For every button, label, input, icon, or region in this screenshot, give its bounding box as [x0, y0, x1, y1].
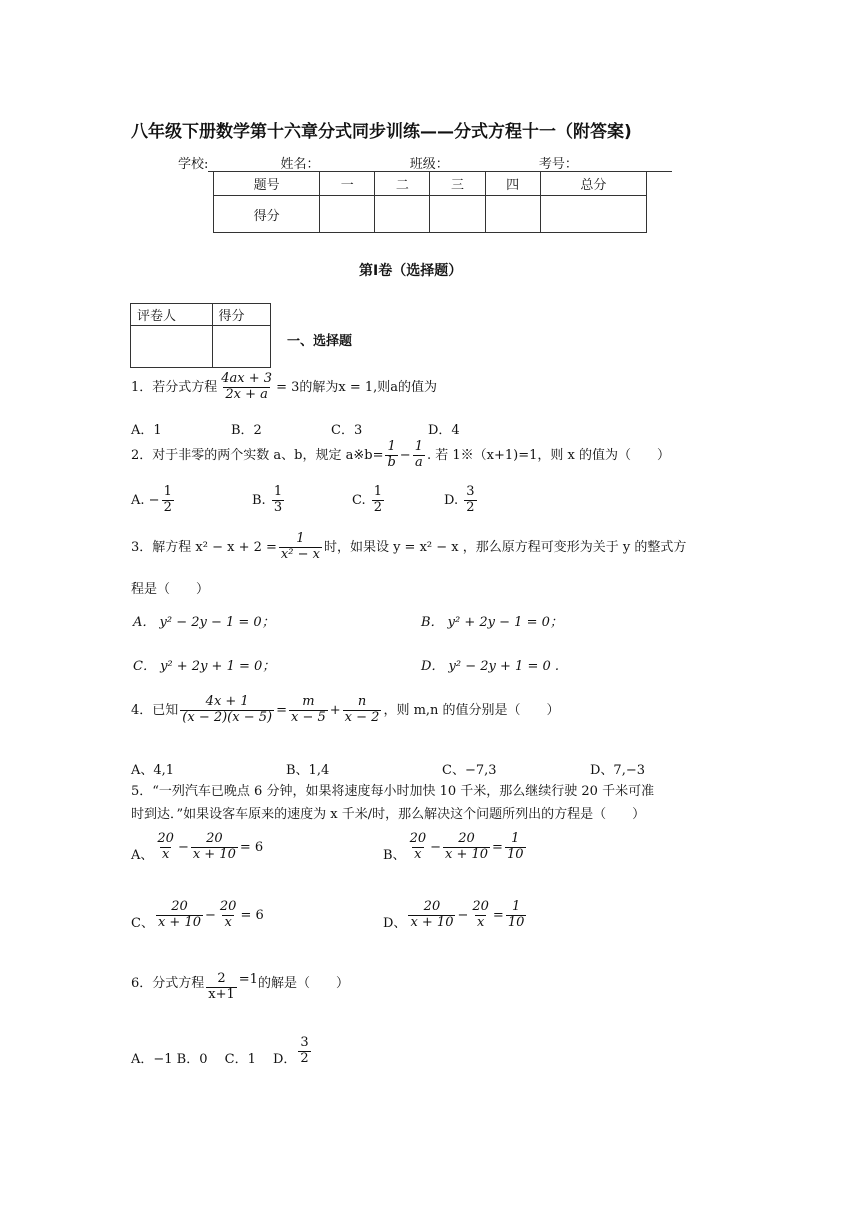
grader-cell[interactable] — [131, 326, 213, 368]
q2-b-frac — [272, 485, 284, 516]
q6-d-num: 3 — [300, 1035, 309, 1050]
q5-c-frac1 — [156, 900, 203, 931]
q5-b-rhs — [505, 832, 526, 863]
q4-m-den: x − 5 — [291, 709, 326, 725]
q5-b-label: B、 — [383, 847, 406, 863]
q5-d-rhs-num: 1 — [511, 899, 521, 914]
q4-option-c[interactable]: C、−7,3 — [442, 763, 497, 778]
q5-d-num2: 20 — [472, 899, 489, 914]
q5-a-den1: x — [161, 846, 170, 862]
q3-option-b[interactable]: B． y² + 2y − 1 = 0； — [421, 615, 563, 630]
q2-d-label: D. — [444, 492, 459, 508]
grader-score-label: 得分 — [212, 304, 271, 326]
q6-d-frac — [298, 1036, 310, 1067]
score-cell[interactable] — [485, 196, 540, 233]
q2-fraction-2 — [413, 440, 425, 471]
q5-a-rhs: = 6 — [239, 839, 264, 855]
q6-suffix: 的解是（ ） — [257, 976, 349, 991]
q5-c-den2: x — [224, 914, 232, 930]
q5-a-num1: 20 — [157, 831, 174, 846]
q5-b-num1: 20 — [409, 831, 427, 846]
q5-option-c[interactable]: C、 $\frac{20}{x + 10}$ − $\frac{20}{x}$ = 6 — [131, 899, 264, 931]
score-header-cell: 总分 — [540, 172, 646, 196]
q5-d-den1: x + 10 — [410, 914, 454, 930]
grader-cell[interactable] — [212, 326, 271, 368]
q2-c-den: 2 — [373, 499, 383, 515]
page-title: 八年级下册数学第十六章分式同步训练——分式方程十一（附答案) — [131, 122, 632, 142]
class-label: 班级： — [409, 157, 449, 172]
question-1 — [131, 372, 437, 403]
q4-option-d[interactable]: D、7,−3 — [590, 763, 645, 778]
q4-fraction — [180, 695, 274, 726]
student-info — [178, 153, 672, 172]
q5-b-den1: x — [414, 846, 422, 862]
q6-den: x+1 — [208, 986, 235, 1002]
q2-b-label: B. — [252, 492, 266, 508]
q5-a-den2: x + 10 — [192, 846, 236, 862]
question-6 — [131, 972, 349, 1003]
q5-a-label: A、 — [131, 847, 154, 863]
q2-prefix: 2．对于非零的两个实数 a、b，规定 a※b= — [131, 447, 384, 463]
q5-b-rhs-num: 1 — [511, 831, 520, 846]
q2-a-sign: − — [148, 492, 160, 508]
q2-b-den: 3 — [273, 499, 283, 515]
score-header-cell: 二 — [375, 172, 430, 196]
q2-suffix: . 若 1※（x+1)=1，则 x 的值为（ ） — [426, 447, 670, 463]
q5-c-num2: 20 — [219, 899, 237, 914]
q2-c-num: 1 — [373, 484, 383, 499]
q2-a-den: 2 — [163, 499, 172, 515]
q3-option-c[interactable]: C． y² + 2y + 1 = 0； — [133, 659, 276, 674]
q6-num: 2 — [217, 971, 226, 986]
score-row-label: 得分 — [214, 196, 320, 233]
q2-d-den: 2 — [466, 499, 475, 515]
q1-fraction — [219, 372, 274, 403]
q4-n-den: x − 2 — [344, 709, 380, 725]
q2-option-a[interactable] — [131, 485, 176, 516]
q5-d-frac2 — [470, 900, 491, 931]
q4-m-frac — [289, 695, 328, 726]
q5-line1: 5．“一列汽车已晚点 6 分钟，如果将速度每小时加快 10 千米，那么继续行驶 20 千米可准 — [131, 784, 655, 799]
q5-c-rhs: = 6 — [240, 907, 264, 923]
q2-c-frac — [372, 485, 384, 516]
score-header-cell: 题号 — [214, 172, 320, 196]
name-field[interactable] — [320, 157, 406, 172]
q4-plus: + — [329, 702, 341, 718]
q1-option-b[interactable]: B．2 — [231, 423, 262, 438]
q1-num: 4ax + 3 — [221, 371, 273, 386]
section-title: 一、选择题 — [287, 334, 353, 349]
q5-line2: 时到达．”如果设客车原来的速度为 x 千米/时，那么解决这个问题所列出的方程是（ ） — [131, 807, 646, 822]
q5-a-num2: 20 — [206, 831, 223, 846]
q5-option-a[interactable]: A、 $\frac{20}{x}$ − $\frac{20}{x + 10}$ = 6 — [131, 831, 264, 863]
q2-minus: − — [399, 447, 411, 463]
q1-den: 2x + a — [225, 386, 268, 402]
score-cell[interactable] — [320, 196, 375, 233]
q5-option-b[interactable]: B、 $\frac{20}{x}$ − $\frac{20}{x + 10}$ = $\frac{1}{10}$ — [383, 831, 524, 863]
score-header-cell: 四 — [485, 172, 540, 196]
exam-no-field[interactable] — [578, 157, 672, 172]
exam-no-label: 考号： — [538, 157, 578, 172]
q6-eq: =1 — [238, 972, 258, 987]
q1-suffix: = 3的解为x = 1,则a的值为 — [276, 379, 438, 395]
name-label: 姓名： — [280, 157, 320, 172]
q4-eq: = — [276, 702, 287, 718]
q3-fraction — [279, 532, 322, 563]
q4-num: 4x + 1 — [205, 694, 249, 709]
q4-suffix: ，则 m,n 的值分别是（ ） — [383, 702, 560, 718]
q6-options[interactable] — [131, 1036, 313, 1067]
q2-fraction-1 — [385, 440, 397, 471]
q2-option-c[interactable] — [352, 485, 386, 516]
school-label: 学校: — [178, 157, 209, 172]
score-cell[interactable] — [375, 196, 430, 233]
q5-b-rhs-den: 10 — [506, 846, 524, 862]
q5-d-den2: x — [476, 914, 485, 930]
score-cell[interactable] — [430, 196, 485, 233]
score-header-cell: 一 — [320, 172, 375, 196]
q5-c-num1: 20 — [171, 899, 188, 914]
q2-d-num: 3 — [466, 484, 475, 499]
q2-d-frac — [464, 485, 476, 516]
q1-prefix: 1．若分式方程 — [131, 379, 218, 395]
q5-c-den1: x + 10 — [157, 914, 201, 930]
q6-fraction — [206, 972, 237, 1003]
q1-option-c[interactable]: C．3 — [331, 423, 363, 438]
q4-prefix: 4．已知 — [131, 702, 179, 718]
q2-a-num: 1 — [163, 484, 172, 499]
q5-b-frac1 — [408, 832, 429, 863]
q3-den: x² − x — [280, 546, 320, 562]
q4-n-frac — [343, 695, 382, 726]
q3-prefix: 3．解方程 x² − x + 2 = — [131, 539, 277, 555]
q2-a-label: A. — [131, 492, 145, 508]
q3-line2: 程是（ ） — [131, 582, 210, 597]
q3-option-d[interactable]: D． y² − 2y + 1 = 0 . — [421, 659, 560, 674]
q4-den: (x − 2)(x − 5) — [182, 709, 273, 725]
q2-option-d[interactable] — [444, 485, 479, 516]
q5-a-frac2 — [191, 832, 238, 863]
q4-option-b[interactable]: B、1,4 — [286, 763, 330, 778]
q3-num: 1 — [296, 531, 305, 546]
q6-options-text: A．−1 B．0 C．1 D． — [131, 1051, 297, 1067]
q5-d-rhs — [506, 900, 527, 931]
q4-option-a[interactable]: A、4,1 — [131, 763, 175, 778]
question-3 — [131, 532, 686, 563]
q5-c-frac2 — [218, 900, 239, 931]
q2-f2-den: a — [414, 454, 423, 470]
q6-d-den: 2 — [300, 1050, 309, 1066]
q3-suffix: 时，如果设 y = x² − x ，那么原方程可变形为关于 y 的整式方 — [323, 539, 687, 555]
school-field[interactable] — [208, 157, 276, 172]
q5-b-num2: 20 — [458, 831, 475, 846]
q5-b-frac2 — [443, 832, 490, 863]
score-table — [213, 171, 647, 233]
q2-b-num: 1 — [273, 484, 283, 499]
q2-c-label: C. — [352, 492, 366, 508]
grader-table — [130, 303, 271, 368]
q2-a-frac — [162, 485, 174, 516]
score-header-cell: 三 — [430, 172, 485, 196]
q2-f1-num: 1 — [387, 439, 396, 454]
q5-a-frac1 — [155, 832, 176, 863]
q5-c-label: C、 — [131, 915, 154, 931]
score-cell[interactable] — [540, 196, 646, 233]
grader-label: 评卷人 — [131, 304, 213, 326]
q2-option-b[interactable] — [252, 485, 286, 516]
class-field[interactable] — [449, 157, 535, 172]
q6-prefix: 6．分式方程 — [131, 976, 205, 991]
q2-f2-num: 1 — [414, 439, 423, 454]
q5-d-label: D、 — [383, 915, 407, 931]
question-4 — [131, 695, 560, 726]
q5-option-d[interactable]: D、 $\frac{20}{x + 10}$ − $\frac{20}{x}$ = $\frac{1}{10}$ — [383, 899, 525, 931]
q2-f1-den: b — [387, 454, 396, 470]
question-2 — [131, 440, 670, 471]
part-title: 第Ⅰ卷（选择题） — [359, 263, 463, 279]
q1-option-a[interactable]: A．1 — [131, 423, 162, 438]
q1-option-d[interactable]: D．4 — [428, 423, 460, 438]
q5-b-den2: x + 10 — [445, 846, 489, 862]
q4-n-num: n — [357, 694, 367, 709]
q4-m-num: m — [302, 694, 315, 709]
q5-d-frac1 — [408, 900, 455, 931]
q5-d-num1: 20 — [423, 899, 441, 914]
q3-option-a[interactable]: A． y² − 2y − 1 = 0； — [133, 615, 275, 630]
q5-d-rhs-den: 10 — [507, 914, 525, 930]
